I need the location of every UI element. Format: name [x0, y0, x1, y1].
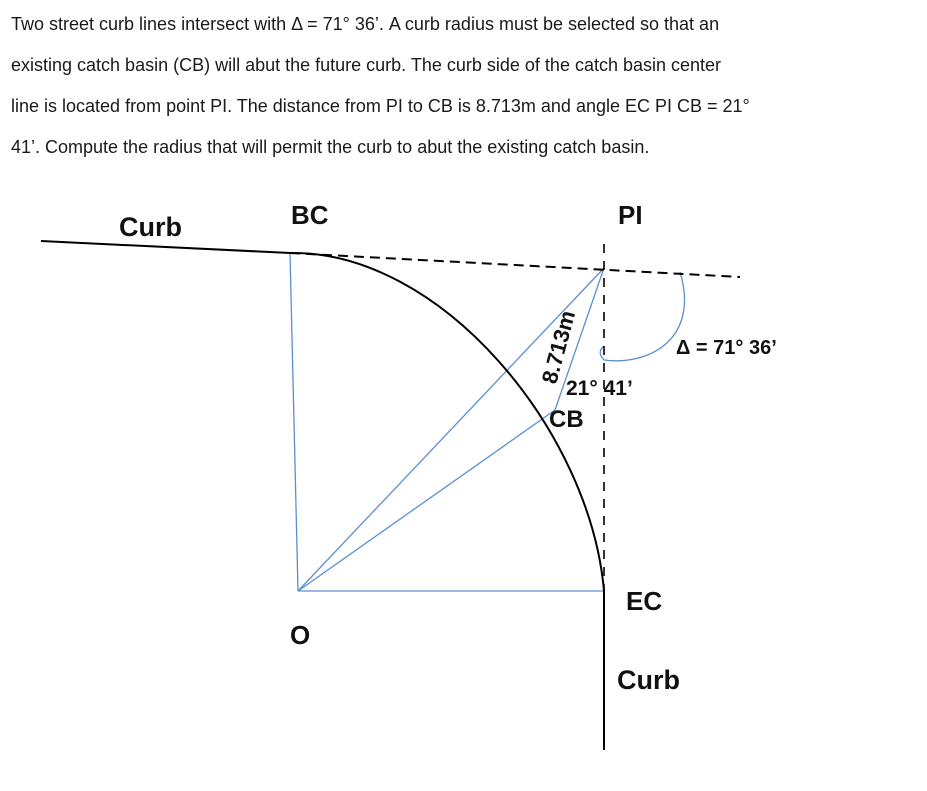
curb-line-top [41, 241, 290, 253]
problem-line: Two street curb lines intersect with Δ = 71° 36’. A curb radius must be selected so that an [11, 14, 720, 34]
label-cb: CB [549, 406, 584, 433]
problem-line: 41’. Compute the radius that will permit the curb to abut the existing catch basin. [11, 137, 650, 157]
delta-angle-arc [604, 272, 685, 361]
label-bc: BC [291, 200, 329, 230]
label-ec: EC [626, 586, 663, 616]
label-curb-bottom: Curb [617, 665, 680, 695]
tangent-dashed-horizontal [290, 253, 740, 277]
label-pi: PI [618, 200, 643, 230]
problem-line: existing catch basin (CB) will abut the future curb. The curb side of the catch basin center [11, 55, 722, 75]
label-curb-top: Curb [119, 212, 182, 242]
label-distance: 8.713m [536, 307, 581, 387]
label-o: O [290, 620, 311, 650]
problem-line: line is located from point PI. The distance from PI to CB is 8.713m and angle EC PI CB = 21° [11, 96, 750, 116]
label-delta: Δ = 71° 36’ [676, 337, 777, 359]
radius-line-bc [290, 253, 298, 591]
label-angle: 21° 41’ [566, 377, 633, 400]
line-o-to-cb [298, 410, 555, 591]
